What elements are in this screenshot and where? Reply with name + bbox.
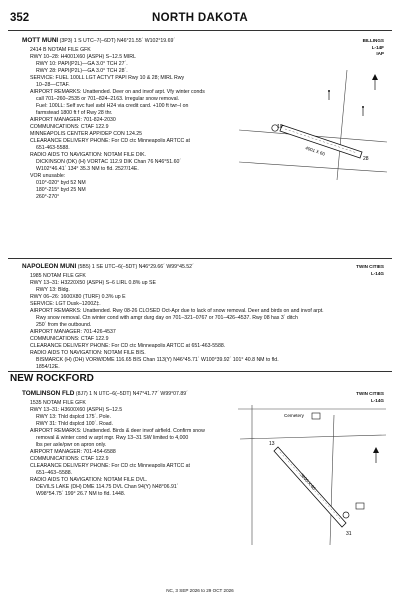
entry-line: SERVICE: FUEL 100LL LGT ACTVT PAPI Rwy 10 & 28; MIRL Rwy [30, 75, 185, 81]
runway-end-label: 28 [363, 156, 369, 162]
header-divider [8, 30, 392, 31]
airport-diagram-tomlinson [238, 405, 386, 545]
entry-line: Rwy snow removal. Ctn winter cond with amgr durg day on 701–321–0767 or 701–426–4537. Rwy 08 has 3´ ditch [36, 315, 298, 321]
road-line [337, 70, 347, 180]
effective-dates-footer: NC, 3 SEP 2026 to 29 OCT 2026 [166, 588, 234, 593]
north-arrow-icon [372, 74, 378, 90]
entry-line: AIRPORT REMARKS: Unattended. Birds & deer invof airfield. Confirm snow [30, 428, 205, 434]
entry-line: RADIO AIDS TO NAVIGATION: NOTAM FILE BIS. [30, 350, 146, 356]
airport-title: TOMLINSON FLD (8J7) 1 N UTC–6(–5DT) N47°41.77´ W99°07.89´ [22, 390, 188, 397]
runway-end-label: 31 [346, 531, 352, 537]
entry-divider [8, 258, 392, 259]
entry-line: 651–463–5588. [36, 470, 73, 476]
airport-entry-napoleon [0, 262, 400, 370]
entry-line: 180°-215° byd 25 NM [36, 187, 86, 193]
runway-end-label: 13 [269, 441, 275, 447]
entry-line: COMMUNICATIONS: CTAF 122.9 [30, 336, 109, 342]
entry-line: RWY 13: Bldg. [36, 287, 70, 293]
entry-line: W102°46.41´ 134° 35.3 NM to fld. 2527/14E. [36, 166, 139, 172]
airport-title: NAPOLEON MUNI (5B5) 1 SE UTC–6(–5DT) N46°29.66´ W99°45.52´ [22, 263, 194, 270]
entry-line: RWY 13–31: H3220X50 (ASPH) S–6 LIRL 0.8% up SE [30, 280, 156, 286]
airport-diagram-svg [238, 405, 386, 545]
road-line [330, 415, 334, 545]
state-title: NORTH DAKOTA [151, 12, 248, 24]
road-line [240, 435, 386, 439]
entry-line: AIRPORT REMARKS: Unattended. Rwy 08-26 CLOSED Oct-Apr due to lack of snow removal. Deer and birds on and invof arpt. [30, 308, 324, 314]
entry-line: 2414 B NOTAM FILE GFK [30, 47, 91, 53]
page-header [0, 0, 400, 30]
entry-line: 1535 NOTAM FILE GFK [30, 400, 86, 406]
city-divider [8, 371, 392, 372]
beacon-icon [343, 512, 349, 518]
entry-line: SERVICE: LGT Dusk–1200Z‡. [30, 301, 101, 307]
entry-line: lbs per axle/pwr on apron only. [36, 442, 107, 448]
entry-line: DICKINSON (DK) (H) VORTAC 112.9 DIK Chan 76 N46°51.60´ [36, 159, 182, 165]
obstruction-icon [362, 106, 364, 116]
entry-line: 1854/12E. [36, 364, 60, 370]
entry-line: CLEARANCE DELIVERY PHONE: For CD ctc Minneapolis ARTCC at [30, 463, 190, 469]
entry-line: 10–28—CTAF. [36, 82, 70, 88]
entry-line: removal & winter cond w arpt mgr. Rwy 13–31 SW limited to 4,000 [36, 435, 189, 441]
airport-diagram-svg [237, 70, 387, 180]
entry-line: farmstead 1800 ft f of Rwy 28 thr. [36, 110, 113, 116]
entry-line: 651-463-5588. [36, 145, 70, 151]
entry-line: 250´ from the outbound. [36, 322, 92, 328]
runway-end-label: 10 [277, 124, 283, 130]
runway-dimensions: 4001 X 60 [304, 145, 326, 157]
entry-line: RADIO AIDS TO NAVIGATION: NOTAM FILE DIK. [30, 152, 146, 158]
entry-line: AIRPORT REMARKS: Unattended. Deer on and invof arpt. Vfy winter conds [30, 89, 205, 95]
entry-line: RWY 10–28: H4001X60 (ASPH) S–12.5 MIRL [30, 54, 136, 60]
entry-line: RWY 13: Thld dsplcd 175´. Pole. [36, 414, 111, 420]
north-arrow-icon [373, 447, 379, 463]
apron-icon [356, 503, 364, 509]
entry-line: AIRPORT MANAGER: 701-824-2030 [30, 117, 116, 123]
entry-line: MINNEAPOLIS CENTER APP/DEP CON 124.25 [30, 131, 143, 137]
cemetery-label: Cemetery [284, 413, 304, 418]
road-line [239, 162, 387, 172]
entry-line: RADIO AIDS TO NAVIGATION: NOTAM FILE DVL. [30, 477, 148, 483]
entry-line: BISMARCK (H) (DH) VORW/DME 116.65 BIS Chan 113(Y) N46°45.71´ W100°39.92´ 101° 40.8 NM to fld. [36, 357, 279, 363]
airport-title: MOTT MUNI (3P3) 1 S UTC–7(–6DT) N46°21.55´ W102°19.69´ [22, 37, 176, 44]
chart-reference: TWIN CITIES L-14G [356, 264, 384, 276]
airport-diagram-mott [237, 70, 387, 180]
entry-line: RWY 06–26: 1600X80 (TURF) 0.3% up E [30, 294, 126, 300]
entry-line: COMMUNICATIONS: CTAF 122.9 [30, 456, 109, 462]
runway-dimensions: 3600 X 60 [299, 472, 317, 491]
entry-line: RWY 28: PAPI(P2L)—GA 3.0° TCH 28´. [36, 68, 128, 74]
entry-line: RWY 13–31: H3600X60 (ASPH) S–12.5 [30, 407, 123, 413]
entry-line: 1985 NOTAM FILE GFK [30, 273, 86, 279]
page-number: 352 [10, 12, 30, 24]
entry-line: call 701–260–2535 or 701–824–2163. Irregular snow removal. [36, 96, 180, 102]
entry-line: W98°54.75´ 199° 26.7 NM to fld. 1448. [36, 491, 126, 497]
entry-line: CLEARANCE DELIVERY PHONE: For CD ctc Minneapolis ARTCC at [30, 138, 190, 144]
entry-line: COMMUNICATIONS: CTAF 122.9 [30, 124, 109, 130]
chart-reference: BILLINGS L-14F IAP [362, 38, 384, 57]
entry-line: AIRPORT MANAGER: 701-426-4537 [30, 329, 116, 335]
entry-line: RWY 31: Thld dsplcd 100´. Road. [36, 421, 113, 427]
entry-line: RWY 10: PAPI(P2L)—GA 3.0° TCH 27´. [36, 61, 128, 67]
entry-line: 010°-020° byd 52 NM [36, 180, 86, 186]
entry-line: CLEARANCE DELIVERY PHONE: For CD ctc Minneapolis ARTCC at 651-463-5588. [30, 343, 226, 349]
entry-line: AIRPORT MANAGER: 701-454-6588 [30, 449, 116, 455]
chart-reference: TWIN CITIES L-14G [356, 391, 384, 403]
entry-line: Fuel: 100LL: Self svc fuel avbl H24 via credit card. +100 ft twr–l on [36, 103, 189, 109]
entry-line: VOR unusable: [30, 173, 66, 179]
entry-line: 260°-270° [36, 194, 60, 200]
obstruction-icon [328, 90, 330, 100]
cemetery-icon [312, 413, 320, 419]
city-name: NEW ROCKFORD [10, 373, 94, 384]
entry-line: DEVILS LAKE (DH) DME 114.75 DVL Chan 94(Y) N48°06.91´ [36, 484, 179, 490]
